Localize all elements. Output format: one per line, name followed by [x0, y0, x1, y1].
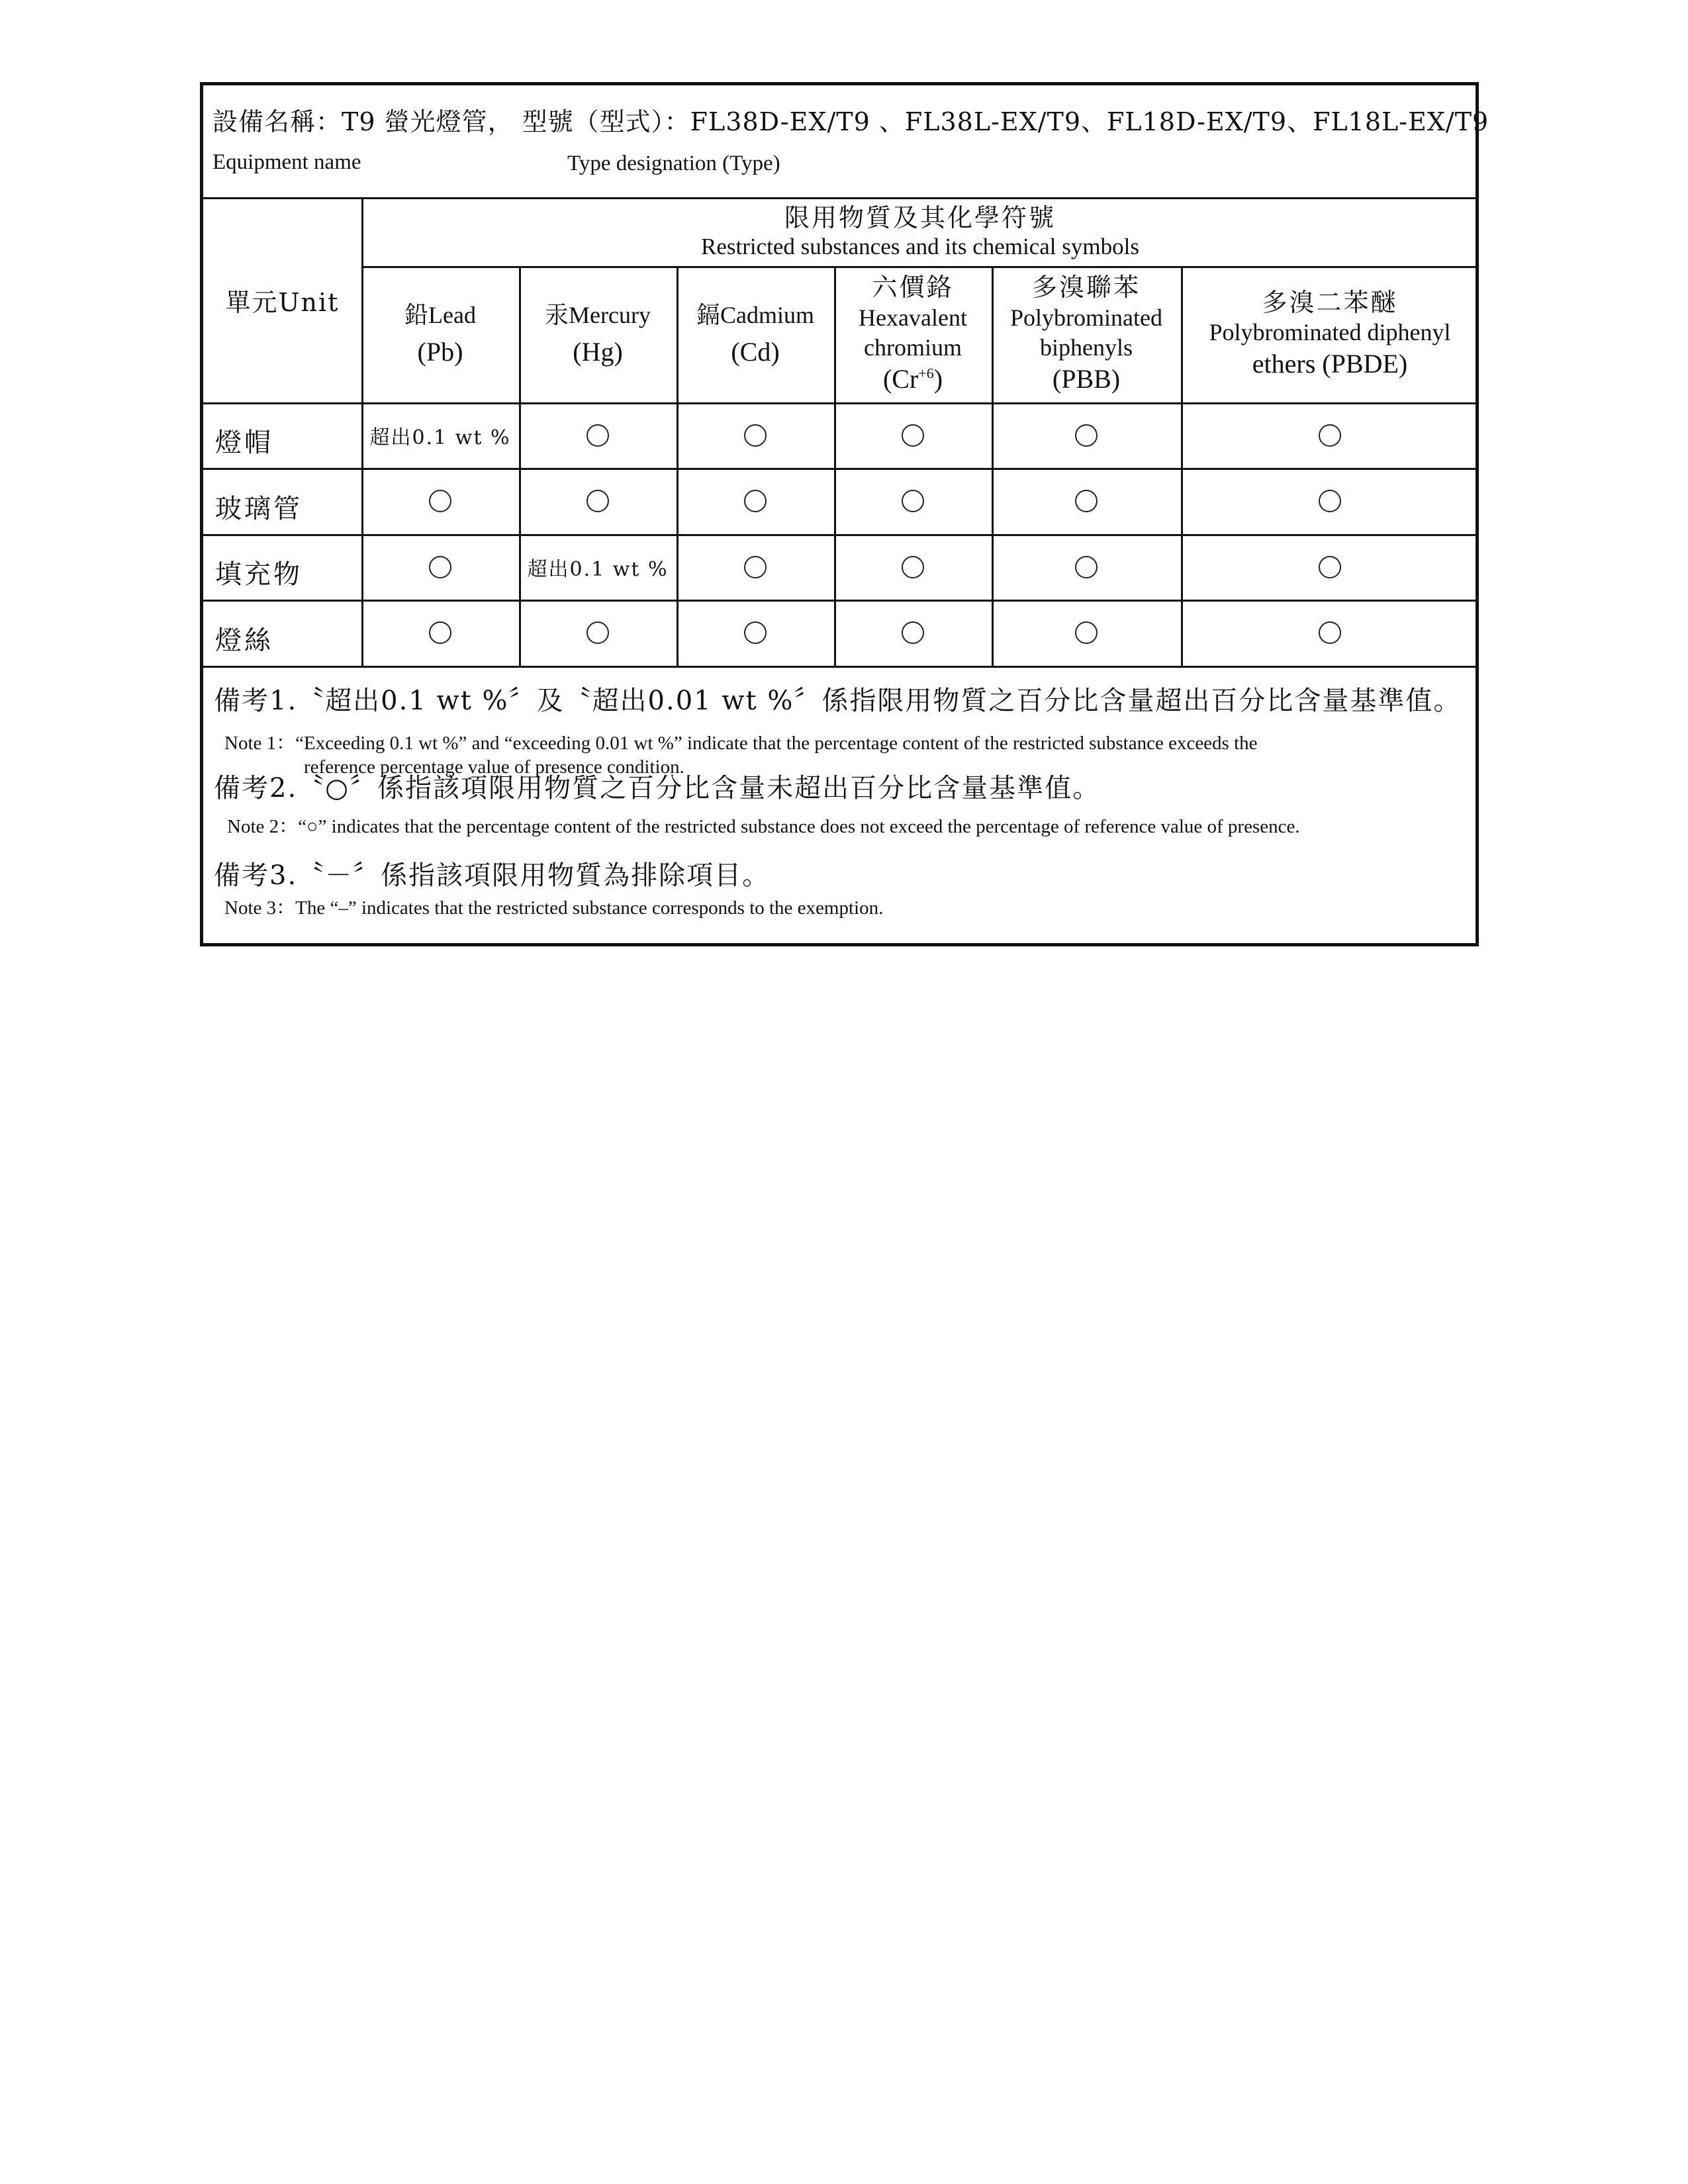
table-cell — [677, 600, 834, 666]
table-cell — [1181, 534, 1479, 600]
table-cell — [992, 534, 1181, 600]
row-label-filler: 填充物 — [215, 559, 303, 590]
restricted-title-zh: 限用物質及其化學符號 — [784, 203, 1056, 233]
col-lead-name: 鉛Lead — [404, 301, 476, 328]
note2-zh: 備考2.〝○〞係指該項限用物質之百分比含量未超出百分比含量基準值。 — [214, 773, 1101, 803]
circle-mark-icon — [586, 490, 609, 512]
circle-mark-icon — [586, 621, 609, 644]
circle-mark-icon — [1075, 424, 1098, 447]
col-pbb-symbol: (PBB) — [1052, 363, 1121, 394]
circle-mark-icon — [1319, 556, 1341, 578]
col-cadmium-name: 鎘Cadmium — [696, 301, 814, 328]
circle-mark-icon — [902, 490, 924, 512]
circle-mark-icon — [586, 424, 609, 447]
table-cell — [677, 534, 834, 600]
table-cell — [361, 402, 519, 468]
table-cell — [361, 468, 519, 534]
circle-mark-icon — [902, 556, 924, 578]
equipment-line: 設備名稱：T9 螢光燈管， 型號（型式）：FL38D-EX/T9 、FL38L-EX/T9、FL18D-EX/T9、FL18L-EX/T9 — [212, 107, 1489, 136]
col-header-lead — [361, 266, 519, 402]
table-cell — [519, 534, 677, 600]
col-header-pbb — [992, 266, 1181, 402]
col-pbb-zh: 多溴聯苯 — [1031, 273, 1141, 302]
col-mercury-name: 汞Mercury — [545, 301, 651, 328]
col-lead-symbol: (Pb) — [417, 336, 463, 367]
note1-zh: 備考1.〝超出0.1 wt %〞及〝超出0.01 wt %〞係指限用物質之百分比含量超出百分比含量基準值。 — [214, 686, 1462, 716]
row-label-lamp-cap: 燈帽 — [215, 428, 273, 458]
circle-mark-icon — [429, 490, 451, 512]
circle-mark-icon — [1319, 490, 1341, 512]
col-chromium-zh: 六價鉻 — [872, 273, 954, 302]
circle-mark-icon — [429, 621, 451, 644]
restricted-title — [361, 197, 1479, 266]
note2-en: Note 2：“○” indicates that the percentage content of the restricted substance does not exceed the percentage of reference value of presence. — [227, 816, 1300, 837]
table-cell — [834, 534, 992, 600]
circle-mark-icon — [902, 424, 924, 447]
circle-mark-icon — [429, 556, 451, 578]
col-chromium-symbol-sup: +6 — [918, 365, 934, 382]
table-cell — [992, 402, 1181, 468]
row-label-glass-tube: 玻璃管 — [215, 494, 303, 524]
table-cell — [834, 468, 992, 534]
col-pbde-en1: Polybrominated diphenyl — [1209, 319, 1451, 346]
table-cell — [1181, 402, 1479, 468]
col-chromium-symbol — [883, 363, 943, 396]
col-cadmium-symbol: (Cd) — [731, 336, 780, 367]
circle-mark-icon — [1319, 424, 1341, 447]
equipment-name-label: Equipment name — [212, 150, 361, 174]
table-cell — [677, 402, 834, 468]
table-cell — [1181, 468, 1479, 534]
rule-row4 — [203, 666, 1476, 668]
note1-en-line1: Note 1：“Exceeding 0.1 wt %” and “exceeding 0.01 wt %” indicate that the percentage content of the restricted substance exceeds the — [224, 733, 1258, 754]
unit-label: 單元Unit — [225, 287, 340, 317]
table-cell — [1181, 600, 1479, 666]
note3-en: Note 3：The “–” indicates that the restricted substance corresponds to the exemption. — [224, 897, 884, 919]
note1-en-line2: reference percentage value of presence condition. — [304, 756, 684, 778]
circle-mark-icon — [1319, 621, 1341, 644]
unit-header — [203, 197, 361, 402]
circle-mark-icon — [1075, 556, 1098, 578]
table-cell — [361, 600, 519, 666]
col-pbde-zh: 多溴二苯醚 — [1262, 287, 1398, 317]
table-cell — [992, 600, 1181, 666]
col-chromium-symbol-base: (Cr — [882, 363, 919, 394]
col-header-cadmium — [677, 266, 834, 402]
rohs-declaration-table — [200, 82, 1489, 946]
note3-zh: 備考3.〝－〞係指該項限用物質為排除項目。 — [214, 860, 771, 891]
col-header-chromium — [834, 266, 992, 402]
col-header-pbde — [1181, 266, 1479, 402]
col-chromium-symbol-end: ) — [933, 363, 943, 394]
row-label-filament: 燈絲 — [215, 625, 273, 656]
circle-mark-icon — [744, 424, 767, 447]
exceed-value: 超出0.1 wt % — [369, 426, 511, 449]
table-cell — [677, 468, 834, 534]
table-cell — [361, 534, 519, 600]
circle-mark-icon — [744, 621, 767, 644]
table-cell — [519, 468, 677, 534]
col-pbb-en2: biphenyls — [1040, 334, 1133, 361]
table-cell — [992, 468, 1181, 534]
type-designation-label: Type designation (Type) — [567, 152, 780, 175]
circle-mark-icon — [902, 621, 924, 644]
col-pbb-en1: Polybrominated — [1010, 304, 1162, 331]
table-cell — [834, 402, 992, 468]
table-cell — [834, 600, 992, 666]
exceed-value: 超出0.1 wt % — [527, 557, 669, 581]
col-chromium-en2: chromium — [864, 334, 962, 361]
table-cell — [519, 402, 677, 468]
restricted-title-en: Restricted substances and its chemical symbols — [701, 233, 1139, 259]
col-mercury-symbol: (Hg) — [573, 336, 623, 367]
col-chromium-en1: Hexavalent — [859, 304, 967, 331]
col-header-mercury — [519, 266, 677, 402]
col-pbde-en2: ethers (PBDE) — [1252, 349, 1408, 379]
circle-mark-icon — [744, 556, 767, 578]
circle-mark-icon — [1075, 621, 1098, 644]
table-cell — [519, 600, 677, 666]
circle-mark-icon — [744, 490, 767, 512]
circle-mark-icon — [1075, 490, 1098, 512]
